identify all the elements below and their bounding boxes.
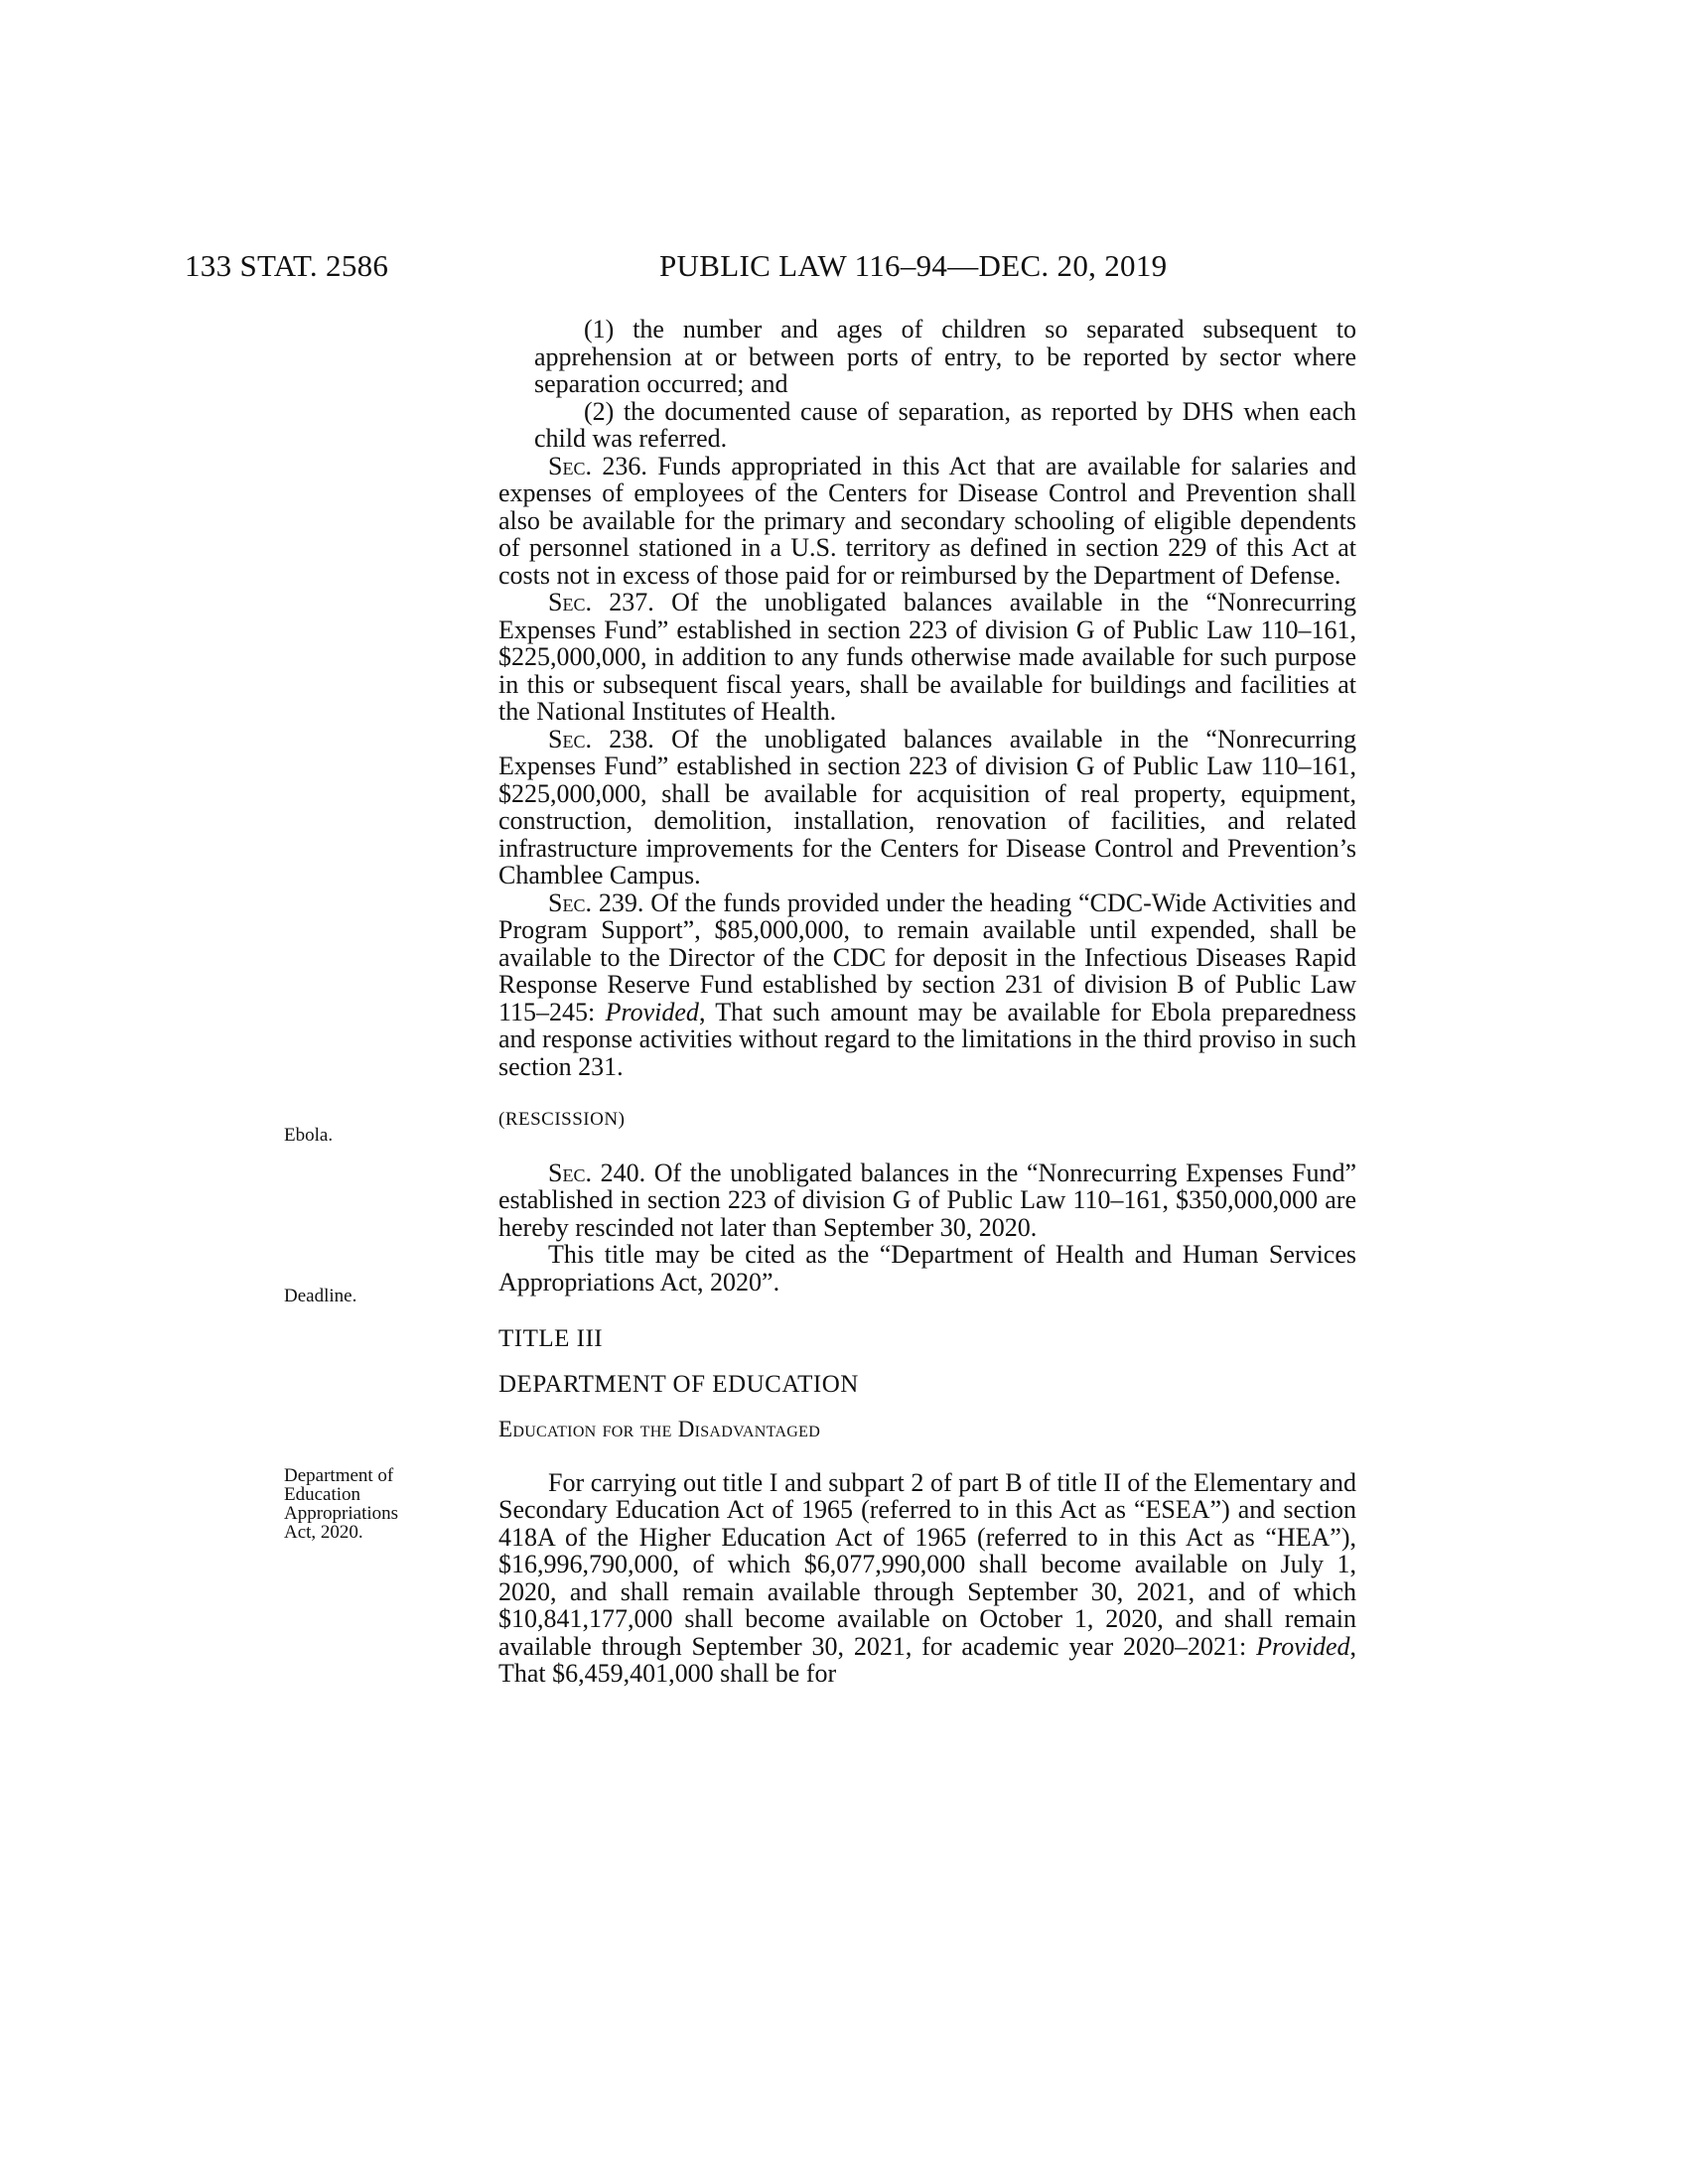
education-appropriation-paragraph (498, 1469, 1356, 1688)
section-label: Sec. (548, 451, 592, 480)
margin-note-deadline: Deadline. (284, 1286, 357, 1306)
paragraph-text-continued: , That $6,459,401,000 shall be for (498, 1631, 1356, 1688)
section-text: Of the unobligated balances available in the “Nonrecurring Expenses Fund” established in section 223 of division G of Public Law 110–161, $225,000,000, in addition to any funds otherwise made available for such purpose in this or subsequent fiscal years, shall be available for buildings and facilities at the National Institutes of Health. (498, 588, 1356, 726)
paragraph-text: For carrying out title I and subpart 2 of part B of title II of the Elementary and Secondary Education Act of 1965 (referred to in this Act as “ESEA”) and section 418A of the Higher Education Act of 1965 (referred to in this Act as “HEA”), $16,996,790,000, of which $6,077,990,000 shall become available on July 1, 2020, and shall remain available through September 30, 2021, and of which $10,841,177,000 shall become available on October 1, 2020, and shall remain available through September 30, 2021, for academic year 2020–2021: (498, 1467, 1356, 1661)
section-text-continued: , That such amount may be available for Ebola preparedness and response activities without regard to the limitations in the third proviso in such section 231. (498, 997, 1356, 1081)
section-number: 238. (591, 724, 672, 753)
proviso-provided: Provided (605, 997, 699, 1026)
department-heading: DEPARTMENT OF EDUCATION (498, 1370, 859, 1398)
section-number: 236. (591, 451, 658, 480)
section-label: Sec. (548, 724, 592, 753)
main-text-column (498, 316, 1356, 1688)
section-237 (498, 589, 1356, 726)
rescission-heading: (RESCISSION) (498, 1109, 626, 1130)
paragraph-item-2: (2) the documented cause of separation, as reported by DHS when each child was referred. (534, 396, 1356, 453)
margin-note-line: Appropriations (284, 1503, 399, 1524)
running-header (0, 248, 1688, 288)
section-number: 240. (591, 1158, 654, 1187)
section-text: Of the unobligated balances in the “Nonrecurring Expenses Fund” established in section 223 of division G of Public Law 110–161, $350,000,000 are hereby rescinded not later than September 30, 2020. (498, 1158, 1357, 1242)
program-subheading: Education for the Disadvantaged (498, 1417, 821, 1441)
section-number: 239. (591, 887, 651, 917)
margin-note-line: Act, 2020. (284, 1522, 363, 1543)
section-label: Sec. (548, 1158, 592, 1187)
citation-paragraph: This title may be cited as the “Department of Health and Human Services Appropriations Act, 2020”. (498, 1240, 1356, 1297)
section-text: Of the funds provided under the heading “CDC-Wide Activities and Program Support”, $85,000,000, to remain available until expended, shall be available to the Director of the CDC for deposit in the Infectious Diseases Rapid Response Reserve Fund established by section 231 of division B of Public Law 115–245: (498, 887, 1357, 1026)
proviso-provided: Provided (1256, 1631, 1350, 1661)
section-label: Sec. (548, 588, 592, 616)
section-240 (498, 1160, 1356, 1242)
section-text: Of the unobligated balances available in the “Nonrecurring Expenses Fund” established in section 223 of division G of Public Law 110–161, $225,000,000, shall be available for acquisition of real property, equipment, construction, demolition, installation, renovation of facilities, and related infrastructure improvements for the Centers for Disease Control and Prevention’s Chamblee Campus. (498, 724, 1356, 889)
public-law-citation: PUBLIC LAW 116–94—DEC. 20, 2019 (659, 248, 1168, 283)
title-heading: TITLE III (498, 1325, 604, 1352)
section-label: Sec. (548, 887, 592, 917)
statute-citation: 133 STAT. 2586 (185, 248, 389, 283)
margin-note-department-of-education (284, 1466, 453, 1542)
margin-note-ebola: Ebola. (284, 1125, 334, 1146)
margin-note-line: Education (284, 1484, 361, 1505)
section-text: Funds appropriated in this Act that are available for salaries and expenses of employees of the Centers for Disease Control and Prevention shall also be available for the primary and secondary schooling of eligible dependents of personnel stationed in a U.S. territory as defined in section 229 of this Act at costs not in excess of those paid for or reimbursed by the Department of Defense. (498, 451, 1357, 590)
section-236 (498, 453, 1356, 590)
paragraph-item-1: (1) the number and ages of children so separated subsequent to apprehension at or between ports of entry, to be reported by sector where separation occurred; and (534, 315, 1356, 398)
margin-note-line: Department of (284, 1465, 394, 1486)
section-238 (498, 726, 1356, 889)
section-239 (498, 889, 1356, 1081)
section-number: 237. (591, 588, 672, 616)
